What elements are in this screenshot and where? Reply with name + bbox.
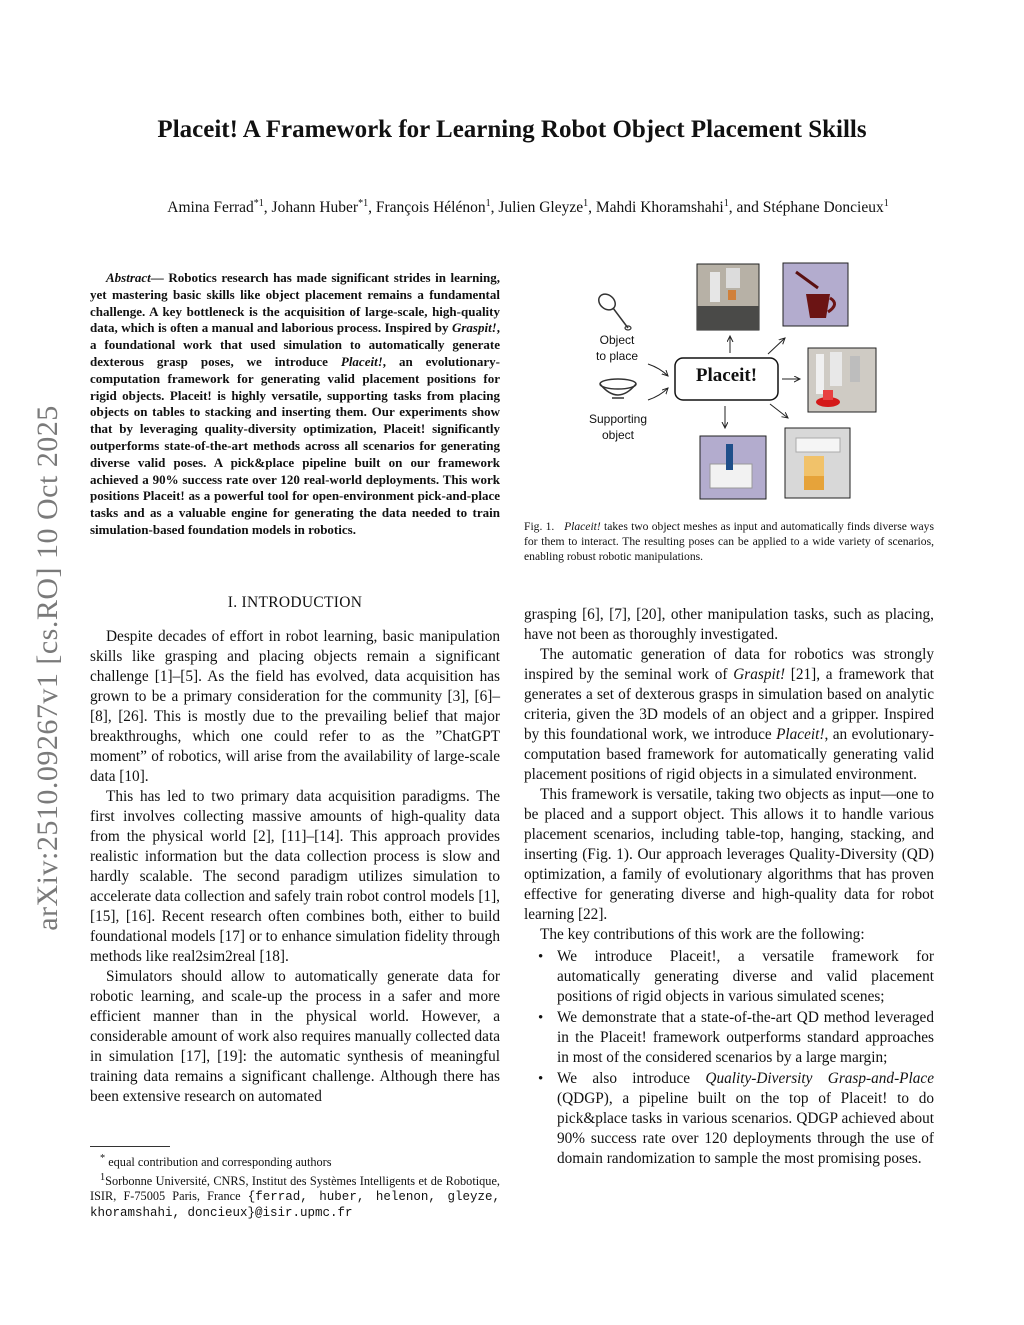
footnote-1-mark: * <box>100 1153 106 1164</box>
contribution-2-text: We demonstrate that a state-of-the-art QD method leveraged in the Placeit! framework outperforms standard approaches in most of the considered scenarios by a large margin; <box>557 1009 934 1066</box>
scenario-insertion-image <box>700 436 766 499</box>
placeit-box-label: Placeit! <box>695 365 758 386</box>
intro-p4-placeit: Placeit! <box>776 726 825 743</box>
intro-paragraph-6: The key contributions of this work are the following: <box>540 926 865 943</box>
contribution-3-text-b: (QDGP), a pipeline built on the top of Placeit! to do pick&place tasks in various scenarios. QDGP achieved about 90% success rate over 120 deployments through the use of domain randomization to sample the most promising poses. <box>557 1090 934 1167</box>
intro-p4-text-b: [21], a framework that generates a set of dexterous grasps in simulation based on analytic criteria, given the 3D models of an object and a gripper. Inspired by this foundational work, we introduce <box>524 666 934 743</box>
figure-1-caption <box>524 519 934 564</box>
author-2-affiliation: *1 <box>358 198 369 209</box>
author-4-affiliation: 1 <box>583 198 589 209</box>
object-to-place-label <box>588 332 646 364</box>
author-5: Mahdi Khoramshahi <box>595 199 724 217</box>
abstract-dash: — <box>150 270 169 285</box>
footnotes <box>90 1151 500 1221</box>
intro-right-column <box>524 605 934 1170</box>
arrow-object <box>648 364 668 376</box>
arrow-up-right <box>768 338 785 354</box>
arrow-support <box>648 388 668 400</box>
contribution-3-text-a: We also introduce <box>557 1070 706 1087</box>
author-3-affiliation: 1 <box>485 198 491 209</box>
arrow-down-right <box>770 404 788 418</box>
figure-1 <box>560 258 950 508</box>
footnote-emails: {ferrad, huber, helenon, gleyze, khoramshahi, doncieux}@isir.upmc.fr <box>90 1190 500 1221</box>
author-6: Stéphane Doncieux <box>762 199 884 217</box>
abstract-label: Abstract <box>106 270 151 285</box>
spoon-icon <box>596 291 631 330</box>
supporting-object-label <box>578 411 658 443</box>
abstract-text-2: , a foundational work that used simulation to automatically generate dexterous grasp poses, we introduce <box>90 320 500 369</box>
scenario-stacking-image <box>785 428 850 498</box>
footnote-2-mark: 1 <box>100 1172 106 1184</box>
section-heading: I. INTRODUCTION <box>227 594 363 611</box>
scenario-mug-image <box>783 263 848 326</box>
contribution-item <box>524 1069 934 1169</box>
bullet-icon: • <box>538 949 544 965</box>
contribution-item <box>524 947 934 1007</box>
intro-p4-text-a: The automatic generation of data for robotics was strongly inspired by the seminal work of <box>524 646 934 683</box>
caption-placeit: Placeit! <box>564 520 601 533</box>
footnote-1-text: equal contribution and corresponding authors <box>105 1155 332 1170</box>
caption-text: takes two object meshes as input and automatically finds diverse ways for them to interact. The resulting poses can be applied to a wide variety of scenarios, enabling robust robotic manipulations. <box>524 520 934 563</box>
scenario-robot-red-image <box>808 348 876 412</box>
author-6-affiliation: 1 <box>883 198 889 209</box>
intro-paragraph-2: This has led to two primary data acquisition paradigms. The first involves collecting massive amounts of high-quality data from the physical world [2], [11]–[14]. This approach provides realistic information but the data collection process is slow and hardly scalable. The second paradigm utilizes simulation to accelerate data collection and safely train robot control models [1], [15], [16]. Recent research often combines both, either to build foundational models [17] or to enhance simulation fidelity through methods like real2sim2real [18]. <box>90 788 500 965</box>
intro-left-column <box>90 627 500 1107</box>
intro-paragraph-continued: grasping [6], [7], [20], other manipulation tasks, such as placing, have not been as thoroughly investigated. <box>524 606 934 643</box>
arxiv-identifier-text: arXiv:2510.09267v1 [cs.RO] 10 Oct 2025 <box>31 405 64 931</box>
intro-paragraph-4 <box>524 645 934 785</box>
author-separator: , <box>263 199 272 217</box>
contribution-1-text: We introduce Placeit!, a versatile framework for automatically generating diverse and valid placement positions of rigid objects in various simulated scenes; <box>557 948 934 1005</box>
object-label-line-2: to place <box>595 349 639 363</box>
scenario-hanging-image <box>697 264 759 330</box>
author-separator: , and <box>728 199 763 217</box>
author-1: Amina Ferrad <box>167 199 254 217</box>
object-label-line-1: Object <box>599 333 635 347</box>
bullet-icon: • <box>538 1010 544 1026</box>
footnote-2 <box>90 1170 500 1221</box>
author-separator: , <box>490 199 499 217</box>
author-5-affiliation: 1 <box>723 198 729 209</box>
abstract-graspit: Graspit! <box>451 320 497 336</box>
footnote-1 <box>90 1151 500 1170</box>
author-1-affiliation: *1 <box>253 198 264 209</box>
contribution-3-italic: Quality-Diversity Grasp-and-Place <box>705 1070 934 1087</box>
caption-label: Fig. 1. <box>524 520 555 533</box>
contributions-list <box>524 947 934 1169</box>
support-label-line-2: object <box>601 428 635 442</box>
abstract <box>90 270 500 539</box>
intro-paragraph-3: Simulators should allow to automatically generate data for robotic learning, and scale-up the process in a safer and more efficient manner than in the physical world. However, a considerable amount of work also requires manually collected data in simulation [17], [19]: the automatic synthesis of meaningful training data remains a significant challenge. Although there has been extensive research on automated <box>90 968 500 1105</box>
author-separator: , <box>368 199 376 217</box>
contribution-item <box>524 1008 934 1068</box>
intro-paragraph-5: This framework is versatile, taking two objects as input—one to be placed and a support object. This allows it to handle various placement scenarios, including table-top, hanging, stacking, and inserting (Fig. 1). Our approach leverages Quality-Diversity (QD) optimization, a family of evolutionary algorithms that has proven effective for generating diverse and high-quality data for robot learning [22]. <box>524 786 934 923</box>
footnote-2-text: Sorbonne Université, CNRS, Institut des Systèmes Intelligents et de Robotique, ISIR, F-75005 Paris, France <box>90 1174 500 1204</box>
support-label-line-1: Supporting <box>588 412 648 426</box>
intro-p4-graspit: Graspit! <box>733 666 786 683</box>
intro-paragraph-1: Despite decades of effort in robot learning, basic manipulation skills like grasping and placing objects remain a significant challenge [1]–[5]. As the field has evolved, data acquisition has grown to be a primary consideration for the community [3], [6]–[8], [26]. This is mostly due to the prevailing belief that major breakthroughs, which one could refer to as the ”ChatGPT moment” of robotics, will arise from the availability of large-scale data [10]. <box>90 628 500 785</box>
paper-title: Placeit! A Framework for Learning Robot Object Placement Skills <box>157 116 867 143</box>
author-2: Johann Huber <box>271 199 359 217</box>
abstract-text-3: , an evolutionary-computation framework for generating valid placement positions for rigid objects. Placeit! is highly versatile, supporting tasks from placing objects on tables to stacking and inserting them. Our experiments show that by leveraging quality-diversity optimization, Placeit! significantly outperforms state-of-the-art methods across all scenarios for generating diverse valid poses. A pick&place pipeline built on our framework achieved a 90% success rate over 120 real-world deployments. This work positions Placeit! as a powerful tool for open-environment pick-and-place tasks and as a valuable engine for generating the data needed to train simulation-based foundation models in robotics. <box>90 353 500 537</box>
bullet-icon: • <box>538 1071 544 1087</box>
abstract-placeit: Placeit! <box>340 353 383 369</box>
author-list <box>60 198 996 217</box>
footnote-divider <box>90 1146 170 1147</box>
author-4: Julien Gleyze <box>498 199 584 217</box>
author-3: François Hélénon <box>375 199 486 217</box>
author-separator: , <box>588 199 596 217</box>
intro-p4-text-c: , an evolutionary-computation based framework for automatically generating valid placement positions of rigid objects in a simulated environment. <box>524 726 934 783</box>
abstract-text-1: Robotics research has made significant strides in learning, yet mastering basic skills like object placement remains a fundamental challenge. A key bottleneck is the acquisition of large-scale, high-quality data, which is often a manual and laborious process. Inspired by <box>90 270 500 336</box>
bowl-icon <box>600 379 636 398</box>
